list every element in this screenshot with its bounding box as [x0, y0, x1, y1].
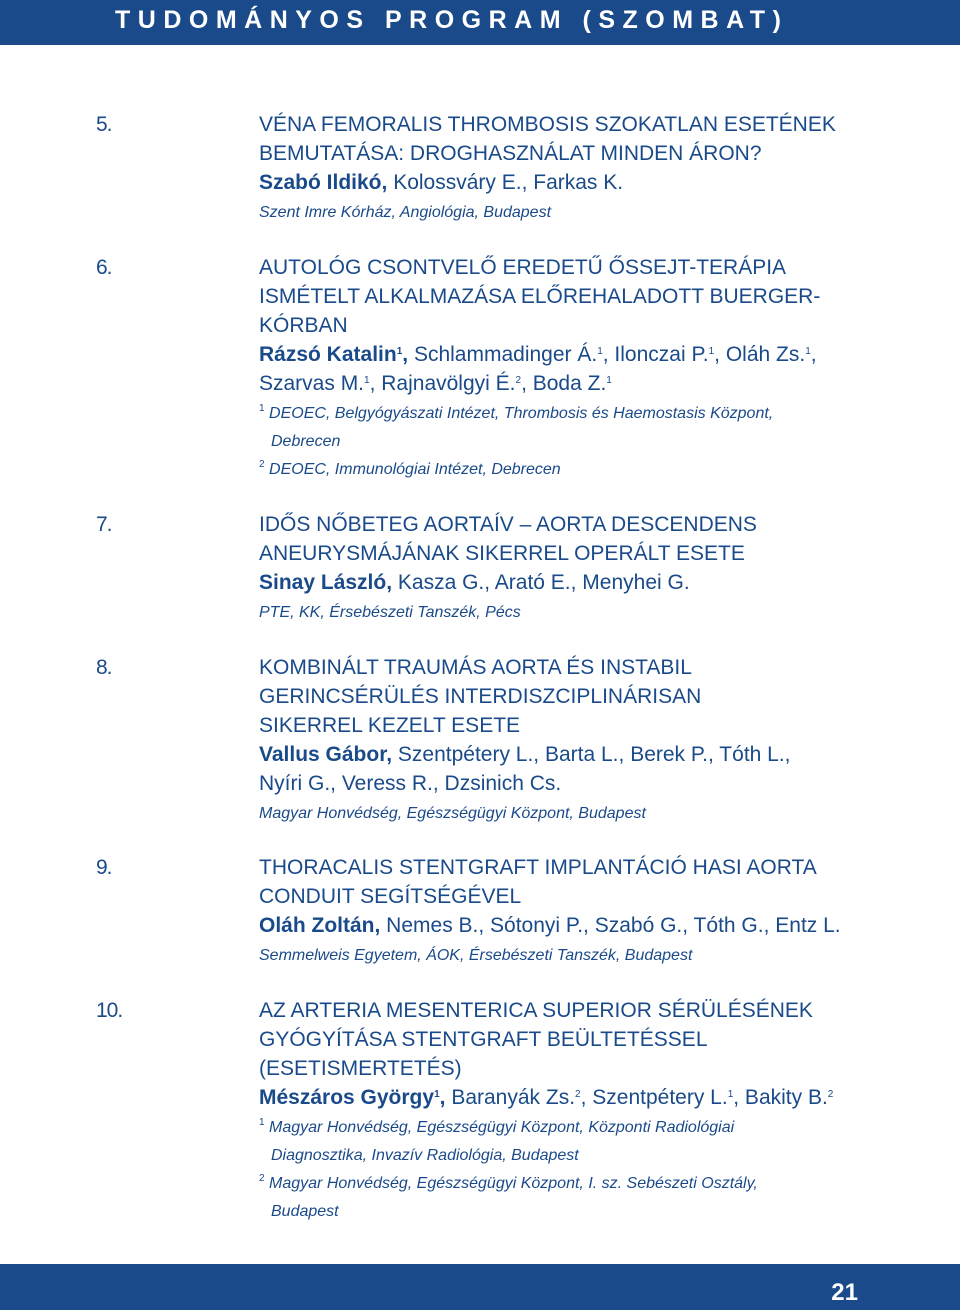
affiliation: Szent Imre Kórház, Angiológia, Budapest [259, 204, 552, 221]
entry-authors [259, 911, 899, 940]
presenter-name: Vallus Gábor, [259, 743, 393, 766]
coauthors-seg: Schlammadinger Á. [408, 343, 598, 366]
entry-number: 6. [96, 256, 112, 279]
entry-number: 5. [96, 113, 112, 136]
entry-title-line: VÉNA FEMORALIS THROMBOSIS SZOKATLAN ESETÉNEK [259, 113, 836, 136]
entry-authors [259, 168, 899, 197]
entry-title-line: GERINCSÉRÜLÉS INTERDISZCIPLINÁRISAN [259, 685, 702, 708]
affiliation: PTE, KK, Érsebészeti Tanszék, Pécs [259, 604, 521, 621]
affiliation: Budapest [271, 1203, 339, 1220]
entry-title-line: CONDUIT SEGÍTSÉGÉVEL [259, 885, 522, 908]
presenter-name: Rázsó Katalin$^1$, [259, 343, 409, 366]
coauthors: Nemes B., Sótonyi P., Szabó G., Tóth G., Entz L. [380, 914, 841, 937]
entry-authors: Mészáros György$^1$, Baranyák Zs.$^2$, Szentpétery L.$^1$, Bakity B.$^2$ [259, 1086, 834, 1109]
presenter-name: Mészáros György$^1$, [259, 1086, 446, 1109]
entry-title-line: THORACALIS STENTGRAFT IMPLANTÁCIÓ HASI AORTA [259, 856, 817, 879]
affiliation: Diagnosztika, Invazív Radiológia, Budapest [271, 1147, 579, 1164]
entry-title-line: ISMÉTELT ALKALMAZÁSA ELŐREHALADOTT BUERGER- [259, 285, 821, 308]
page-header-title: TUDOMÁNYOS PROGRAM (SZOMBAT) [115, 6, 789, 34]
entry-number: 8. [96, 656, 112, 679]
entry-title-line: AZ ARTERIA MESENTERICA SUPERIOR SÉRÜLÉSÉNEK [259, 999, 813, 1022]
footer-bar [0, 1264, 960, 1310]
page-number: 21 [831, 1279, 858, 1306]
affiliation: Magyar Honvédség, Egészségügyi Központ, Budapest [259, 805, 646, 822]
entry-title-line: ANEURYSMÁJÁNAK SIKERREL OPERÁLT ESETE [259, 542, 745, 565]
entry-authors: Szarvas M.$^1$, Rajnavölgyi É.$^2$, Boda Z.$^1$ [259, 372, 612, 395]
entry-authors: Rázsó Katalin$^1$, Schlammadinger Á.$^1$, Ilonczai P.$^1$, Oláh Zs.$^1$, [259, 343, 817, 366]
presenter-name: Szabó Ildikó, [259, 171, 388, 194]
entry-authors [259, 568, 899, 597]
header-bar [0, 0, 960, 45]
entry-title-line: AUTOLÓG CSONTVELŐ EREDETŰ ŐSSEJT-TERÁPIA [259, 256, 787, 279]
affiliation: $^1$ Magyar Honvédség, Egészségügyi Központ, Központi Radiológiai [259, 1117, 735, 1136]
affiliation: Debrecen [271, 433, 341, 450]
entry-title-line: BEMUTATÁSA: DROGHASZNÁLAT MINDEN ÁRON? [259, 142, 762, 165]
presenter-name: Sinay László, [259, 571, 393, 594]
entry-number: 9. [96, 856, 112, 879]
presenter-name: Oláh Zoltán, [259, 914, 381, 937]
affiliation: Semmelweis Egyetem, ÁOK, Érsebészeti Tanszék, Budapest [259, 947, 693, 964]
entry-title-line: SIKERREL KEZELT ESETE [259, 714, 521, 737]
entry-number: 7. [96, 513, 112, 536]
affiliation: $^1$ DEOEC, Belgyógyászati Intézet, Thrombosis és Haemostasis Központ, [259, 403, 774, 422]
entry-authors: Nyíri G., Veress R., Dzsinich Cs. [259, 772, 562, 795]
coauthors: Szentpétery L., Barta L., Berek P., Tóth L., [392, 743, 791, 766]
affiliation: $^2$ DEOEC, Immunológiai Intézet, Debrecen [259, 459, 561, 478]
entry-title-line: (ESETISMERTETÉS) [259, 1057, 462, 1080]
affiliation: $^2$ Magyar Honvédség, Egészségügyi Központ, I. sz. Sebészeti Osztály, [259, 1173, 758, 1192]
entry-title-line: GYÓGYÍTÁSA STENTGRAFT BEÜLTETÉSSEL [259, 1028, 708, 1051]
entry-number: 10. [96, 999, 123, 1022]
entry-authors [259, 740, 899, 769]
entry-title-line: KÓRBAN [259, 314, 348, 337]
entry-title-line: IDŐS NŐBETEG AORTAÍV – AORTA DESCENDENS [259, 513, 757, 536]
coauthors: Kolossváry E., Farkas K. [387, 171, 624, 194]
coauthors: Kasza G., Arató E., Menyhei G. [392, 571, 690, 594]
entry-title-line: KOMBINÁLT TRAUMÁS AORTA ÉS INSTABIL [259, 656, 692, 679]
